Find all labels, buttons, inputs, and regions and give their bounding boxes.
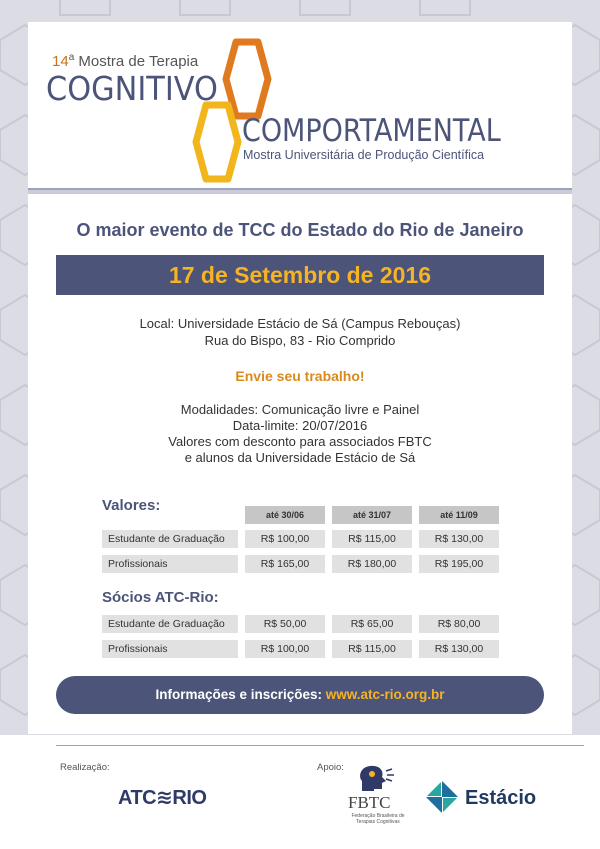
apoio-label: Apoio: [317, 762, 344, 773]
details-deadline: Data-limite: 20/07/2016 [232, 418, 368, 433]
registration-label: Informações e inscrições: [155, 687, 326, 702]
price-cell: R$ 50,00 [245, 615, 325, 633]
location-line2: Rua do Bispo, 83 - Rio Comprido [204, 333, 396, 348]
column-header: até 30/06 [245, 506, 325, 524]
event-date-banner: 17 de Setembro de 2016 [56, 255, 544, 295]
price-cell: R$ 180,00 [332, 555, 412, 573]
row-label: Estudante de Graduação [102, 530, 238, 548]
estacio-logo-text: Estácio [465, 787, 537, 809]
tagline: O maior evento de TCC do Estado do Rio de Janeiro [76, 220, 524, 240]
row-label: Profissionais [102, 555, 238, 573]
fbtc-head-icon [356, 763, 396, 793]
location-line1: Local: Universidade Estácio de Sá (Campus Rebouças) [139, 316, 461, 331]
event-subtitle: Mostra Universitária de Produção Científica [243, 148, 485, 162]
registration-link[interactable]: www.atc-rio.org.br [325, 687, 445, 702]
details-discount-cont: e alunos da Universidade Estácio de Sá [184, 450, 416, 465]
estacio-diamond-icon [425, 780, 459, 814]
price-cell: R$ 100,00 [245, 530, 325, 548]
details-modalidades: Modalidades: Comunicação livre e Painel [180, 402, 420, 417]
price-cell: R$ 195,00 [419, 555, 499, 573]
price-cell: R$ 65,00 [332, 615, 412, 633]
column-header: até 11/09 [419, 506, 499, 524]
row-label: Estudante de Graduação [102, 615, 238, 633]
price-cell: R$ 80,00 [419, 615, 499, 633]
price-cell: R$ 130,00 [419, 640, 499, 658]
price-cell: R$ 130,00 [419, 530, 499, 548]
registration-info-bar [56, 676, 544, 714]
price-cell: R$ 100,00 [245, 640, 325, 658]
fbtc-logo-subtext: Federação Brasileira de Terapias Cognitivas [351, 813, 405, 825]
title-cognitivo: COGNITIVO [46, 69, 218, 108]
price-cell: R$ 115,00 [332, 530, 412, 548]
fbtc-logo-text: FBTC [348, 793, 391, 812]
details-discount: Valores com desconto para associados FBTC [168, 434, 432, 449]
realizacao-label: Realização: [60, 762, 110, 773]
title-comportamental: COMPORTAMENTAL [242, 113, 501, 149]
submit-call-to-action: Envie seu trabalho! [235, 368, 365, 384]
yellow-hexagon-icon [192, 101, 242, 183]
footer-divider [56, 745, 584, 746]
price-cell: R$ 165,00 [245, 555, 325, 573]
valores-title: Valores: [102, 497, 161, 514]
edition-label: 14$^a$ Mostra de Terapia [52, 52, 199, 70]
atc-rio-logo: ATC≋RIO [118, 787, 207, 809]
socios-title: Sócios ATC-Rio: [102, 589, 219, 606]
row-label: Profissionais [102, 640, 238, 658]
column-header: até 31/07 [332, 506, 412, 524]
price-cell: R$ 115,00 [332, 640, 412, 658]
